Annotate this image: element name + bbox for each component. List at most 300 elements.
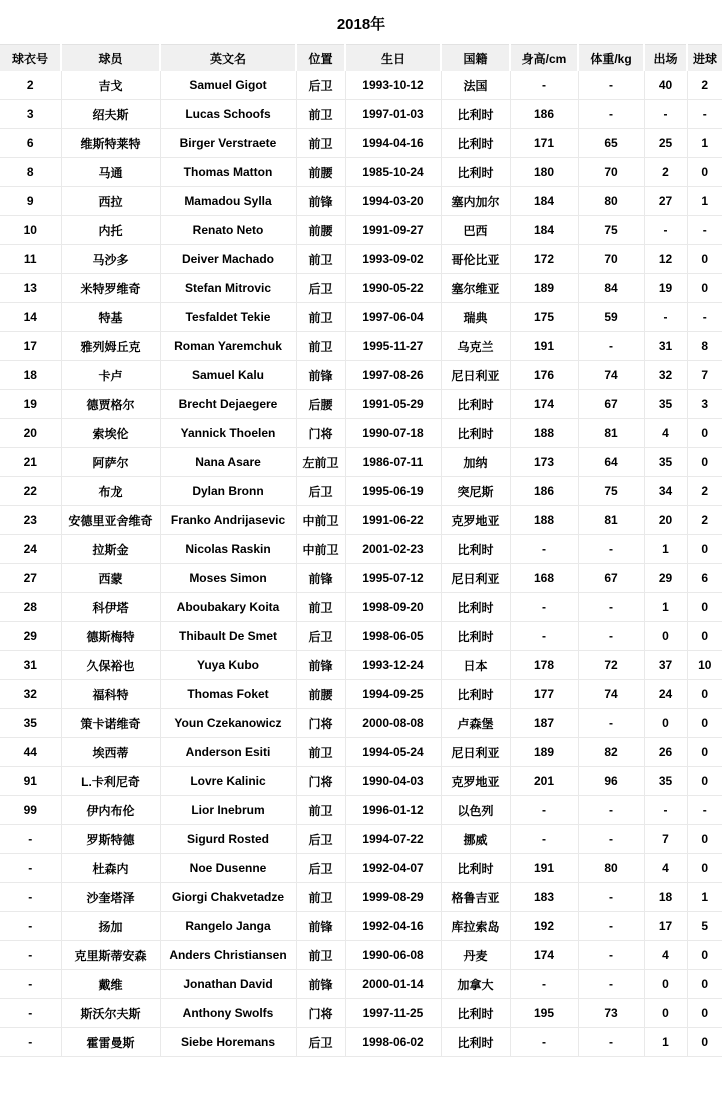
cell: 189: [510, 274, 578, 303]
cell: 比利时: [441, 390, 510, 419]
cell: 14: [0, 303, 61, 332]
cell: 特基: [61, 303, 160, 332]
cell: 0: [687, 825, 722, 854]
cell: 168: [510, 564, 578, 593]
cell: 175: [510, 303, 578, 332]
cell: 0: [687, 535, 722, 564]
cell: 70: [578, 245, 644, 274]
cell: 99: [0, 796, 61, 825]
column-header: 进球: [687, 45, 722, 72]
cell: Thibault De Smet: [160, 622, 296, 651]
cell: 加纳: [441, 448, 510, 477]
table-row: [0, 767, 722, 796]
cell: 6: [0, 129, 61, 158]
cell: 59: [578, 303, 644, 332]
cell: 塞尔维亚: [441, 274, 510, 303]
cell: 70: [578, 158, 644, 187]
cell: 巴西: [441, 216, 510, 245]
cell: 0: [687, 709, 722, 738]
cell: 0: [687, 622, 722, 651]
cell: 3: [0, 100, 61, 129]
cell: Jonathan David: [160, 970, 296, 999]
cell: Roman Yaremchuk: [160, 332, 296, 361]
cell: 75: [578, 216, 644, 245]
cell: 门将: [296, 999, 345, 1028]
cell: Giorgi Chakvetadze: [160, 883, 296, 912]
cell: 81: [578, 506, 644, 535]
column-header: 位置: [296, 45, 345, 72]
table-row: [0, 970, 722, 999]
cell: 1994-07-22: [345, 825, 441, 854]
cell: 22: [0, 477, 61, 506]
table-row: [0, 448, 722, 477]
table-row: [0, 419, 722, 448]
cell: 1994-09-25: [345, 680, 441, 709]
cell: 1: [687, 187, 722, 216]
cell: -: [0, 912, 61, 941]
cell: 174: [510, 390, 578, 419]
cell: 6: [687, 564, 722, 593]
cell: 32: [0, 680, 61, 709]
cell: 中前卫: [296, 535, 345, 564]
column-header: 体重/kg: [578, 45, 644, 72]
cell: 后卫: [296, 477, 345, 506]
cell: 0: [687, 767, 722, 796]
cell: Lucas Schoofs: [160, 100, 296, 129]
cell: 后卫: [296, 71, 345, 100]
table-row: [0, 216, 722, 245]
table-row: [0, 825, 722, 854]
table-row: [0, 158, 722, 187]
table-row: [0, 738, 722, 767]
cell: 布龙: [61, 477, 160, 506]
cell: 20: [0, 419, 61, 448]
cell: 前腰: [296, 216, 345, 245]
cell: 左前卫: [296, 448, 345, 477]
cell: 1994-03-20: [345, 187, 441, 216]
cell: 35: [644, 767, 687, 796]
cell: 188: [510, 419, 578, 448]
cell: 17: [644, 912, 687, 941]
cell: 178: [510, 651, 578, 680]
cell: 索埃伦: [61, 419, 160, 448]
table-row: [0, 245, 722, 274]
cell: 0: [644, 709, 687, 738]
cell: 180: [510, 158, 578, 187]
cell: 31: [644, 332, 687, 361]
cell: 1: [687, 883, 722, 912]
cell: 米特罗维奇: [61, 274, 160, 303]
cell: -: [0, 1028, 61, 1057]
cell: 门将: [296, 709, 345, 738]
table-row: [0, 593, 722, 622]
table-row: [0, 506, 722, 535]
cell: 前锋: [296, 187, 345, 216]
cell: 克罗地亚: [441, 506, 510, 535]
table-header-row: [0, 45, 722, 72]
column-header: 生日: [345, 45, 441, 72]
cell: 73: [578, 999, 644, 1028]
cell: -: [578, 593, 644, 622]
cell: 74: [578, 680, 644, 709]
cell: -: [644, 796, 687, 825]
cell: 0: [644, 622, 687, 651]
cell: 后卫: [296, 622, 345, 651]
cell: 187: [510, 709, 578, 738]
cell: 21: [0, 448, 61, 477]
cell: -: [578, 332, 644, 361]
cell: 72: [578, 651, 644, 680]
cell: 马沙多: [61, 245, 160, 274]
cell: 斯沃尔夫斯: [61, 999, 160, 1028]
table-body: [0, 71, 722, 1057]
table-row: [0, 477, 722, 506]
cell: 4: [644, 941, 687, 970]
cell: 比利时: [441, 593, 510, 622]
cell: 1997-11-25: [345, 999, 441, 1028]
cell: 174: [510, 941, 578, 970]
cell: 比利时: [441, 158, 510, 187]
cell: 后卫: [296, 274, 345, 303]
cell: 74: [578, 361, 644, 390]
column-header: 出场: [644, 45, 687, 72]
cell: 前腰: [296, 680, 345, 709]
cell: 24: [0, 535, 61, 564]
cell: 前锋: [296, 651, 345, 680]
cell: 0: [644, 970, 687, 999]
cell: 0: [687, 419, 722, 448]
cell: 前卫: [296, 941, 345, 970]
cell: Yuya Kubo: [160, 651, 296, 680]
cell: 67: [578, 390, 644, 419]
cell: 1993-09-02: [345, 245, 441, 274]
table-row: [0, 361, 722, 390]
cell: 35: [644, 448, 687, 477]
cell: 80: [578, 187, 644, 216]
cell: Birger Verstraete: [160, 129, 296, 158]
cell: 挪威: [441, 825, 510, 854]
cell: 37: [644, 651, 687, 680]
cell: 比利时: [441, 1028, 510, 1057]
cell: 75: [578, 477, 644, 506]
cell: Deiver Machado: [160, 245, 296, 274]
cell: 2: [644, 158, 687, 187]
cell: -: [578, 883, 644, 912]
cell: 尼日利亚: [441, 738, 510, 767]
cell: 罗斯特德: [61, 825, 160, 854]
cell: 1998-06-05: [345, 622, 441, 651]
cell: 德贾格尔: [61, 390, 160, 419]
cell: 0: [687, 680, 722, 709]
cell: 1997-08-26: [345, 361, 441, 390]
cell: -: [578, 1028, 644, 1057]
cell: Nana Asare: [160, 448, 296, 477]
cell: 67: [578, 564, 644, 593]
cell: Mamadou Sylla: [160, 187, 296, 216]
cell: 戴维: [61, 970, 160, 999]
cell: 前腰: [296, 158, 345, 187]
cell: -: [687, 216, 722, 245]
cell: -: [0, 941, 61, 970]
cell: 前卫: [296, 129, 345, 158]
cell: 埃西蒂: [61, 738, 160, 767]
cell: Lovre Kalinic: [160, 767, 296, 796]
cell: 201: [510, 767, 578, 796]
cell: 前卫: [296, 738, 345, 767]
cell: 0: [687, 158, 722, 187]
cell: 18: [644, 883, 687, 912]
cell: 福科特: [61, 680, 160, 709]
cell: 西蒙: [61, 564, 160, 593]
cell: 4: [644, 854, 687, 883]
cell: 31: [0, 651, 61, 680]
cell: Yannick Thoelen: [160, 419, 296, 448]
cell: 前卫: [296, 245, 345, 274]
cell: 卡卢: [61, 361, 160, 390]
table-row: [0, 999, 722, 1028]
cell: -: [510, 1028, 578, 1057]
cell: Anders Christiansen: [160, 941, 296, 970]
cell: 195: [510, 999, 578, 1028]
cell: 1992-04-07: [345, 854, 441, 883]
cell: 德斯梅特: [61, 622, 160, 651]
cell: 26: [644, 738, 687, 767]
cell: -: [644, 216, 687, 245]
cell: Samuel Gigot: [160, 71, 296, 100]
cell: -: [510, 535, 578, 564]
table-row: [0, 912, 722, 941]
column-header: 英文名: [160, 45, 296, 72]
cell: 尼日利亚: [441, 361, 510, 390]
cell: 8: [0, 158, 61, 187]
cell: -: [510, 71, 578, 100]
cell: 25: [644, 129, 687, 158]
cell: Rangelo Janga: [160, 912, 296, 941]
cell: 久保裕也: [61, 651, 160, 680]
cell: 186: [510, 477, 578, 506]
cell: 前卫: [296, 796, 345, 825]
cell: 171: [510, 129, 578, 158]
cell: -: [578, 71, 644, 100]
table-row: [0, 303, 722, 332]
cell: 前卫: [296, 593, 345, 622]
cell: 23: [0, 506, 61, 535]
cell: -: [578, 970, 644, 999]
cell: 比利时: [441, 622, 510, 651]
cell: 80: [578, 854, 644, 883]
cell: -: [644, 303, 687, 332]
cell: 库拉索岛: [441, 912, 510, 941]
roster-table: [0, 44, 722, 1057]
cell: 10: [687, 651, 722, 680]
cell: 前卫: [296, 100, 345, 129]
cell: 173: [510, 448, 578, 477]
cell: -: [510, 970, 578, 999]
cell: 189: [510, 738, 578, 767]
cell: 马通: [61, 158, 160, 187]
table-row: [0, 622, 722, 651]
cell: 65: [578, 129, 644, 158]
cell: 0: [687, 738, 722, 767]
cell: 加拿大: [441, 970, 510, 999]
cell: 0: [687, 999, 722, 1028]
cell: 176: [510, 361, 578, 390]
cell: 丹麦: [441, 941, 510, 970]
cell: 扬加: [61, 912, 160, 941]
cell: 中前卫: [296, 506, 345, 535]
cell: Youn Czekanowicz: [160, 709, 296, 738]
cell: 1995-06-19: [345, 477, 441, 506]
cell: Stefan Mitrovic: [160, 274, 296, 303]
table-row: [0, 390, 722, 419]
cell: 1992-04-16: [345, 912, 441, 941]
cell: 1990-05-22: [345, 274, 441, 303]
cell: 1991-06-22: [345, 506, 441, 535]
cell: Dylan Bronn: [160, 477, 296, 506]
table-row: [0, 129, 722, 158]
cell: 吉戈: [61, 71, 160, 100]
cell: -: [578, 941, 644, 970]
cell: -: [0, 854, 61, 883]
cell: -: [578, 709, 644, 738]
cell: -: [687, 303, 722, 332]
cell: 前锋: [296, 912, 345, 941]
cell: 1996-01-12: [345, 796, 441, 825]
table-row: [0, 564, 722, 593]
cell: 17: [0, 332, 61, 361]
cell: L.卡利尼奇: [61, 767, 160, 796]
cell: Nicolas Raskin: [160, 535, 296, 564]
table-row: [0, 709, 722, 738]
cell: -: [510, 825, 578, 854]
cell: 1: [644, 535, 687, 564]
cell: 20: [644, 506, 687, 535]
cell: 安德里亚舍维奇: [61, 506, 160, 535]
cell: 前卫: [296, 883, 345, 912]
column-header: 国籍: [441, 45, 510, 72]
cell: Samuel Kalu: [160, 361, 296, 390]
column-header: 球衣号: [0, 45, 61, 72]
cell: 27: [644, 187, 687, 216]
cell: Lior Inebrum: [160, 796, 296, 825]
cell: 霍雷曼斯: [61, 1028, 160, 1057]
cell: 1997-01-03: [345, 100, 441, 129]
cell: 后卫: [296, 1028, 345, 1057]
cell: 177: [510, 680, 578, 709]
cell: 2000-08-08: [345, 709, 441, 738]
cell: 克罗地亚: [441, 767, 510, 796]
cell: 门将: [296, 767, 345, 796]
cell: 2: [687, 477, 722, 506]
cell: -: [578, 535, 644, 564]
cell: 前锋: [296, 970, 345, 999]
cell: 34: [644, 477, 687, 506]
cell: 183: [510, 883, 578, 912]
cell: 乌克兰: [441, 332, 510, 361]
cell: Siebe Horemans: [160, 1028, 296, 1057]
cell: 后腰: [296, 390, 345, 419]
cell: Tesfaldet Tekie: [160, 303, 296, 332]
cell: 伊内布伦: [61, 796, 160, 825]
cell: 突尼斯: [441, 477, 510, 506]
cell: 19: [0, 390, 61, 419]
cell: -: [687, 796, 722, 825]
table-row: [0, 854, 722, 883]
cell: 188: [510, 506, 578, 535]
cell: 0: [687, 448, 722, 477]
cell: Moses Simon: [160, 564, 296, 593]
cell: 卢森堡: [441, 709, 510, 738]
cell: 0: [644, 999, 687, 1028]
cell: 比利时: [441, 419, 510, 448]
cell: 塞内加尔: [441, 187, 510, 216]
cell: 4: [644, 419, 687, 448]
cell: 2: [687, 506, 722, 535]
cell: 1: [644, 593, 687, 622]
cell: 29: [644, 564, 687, 593]
cell: 0: [687, 245, 722, 274]
cell: 1993-12-24: [345, 651, 441, 680]
cell: 比利时: [441, 854, 510, 883]
column-header: 球员: [61, 45, 160, 72]
cell: 1: [687, 129, 722, 158]
cell: 比利时: [441, 535, 510, 564]
cell: 19: [644, 274, 687, 303]
cell: 尼日利亚: [441, 564, 510, 593]
cell: 184: [510, 187, 578, 216]
cell: 门将: [296, 419, 345, 448]
page-title: 2018年: [336, 16, 386, 33]
cell: 1986-07-11: [345, 448, 441, 477]
cell: -: [0, 883, 61, 912]
cell: -: [0, 825, 61, 854]
cell: 1: [644, 1028, 687, 1057]
cell: 0: [687, 970, 722, 999]
cell: 内托: [61, 216, 160, 245]
table-row: [0, 187, 722, 216]
cell: 13: [0, 274, 61, 303]
cell: Anderson Esiti: [160, 738, 296, 767]
cell: 1997-06-04: [345, 303, 441, 332]
cell: 2001-02-23: [345, 535, 441, 564]
cell: 0: [687, 593, 722, 622]
table-row: [0, 680, 722, 709]
cell: 91: [0, 767, 61, 796]
cell: 比利时: [441, 129, 510, 158]
cell: 前锋: [296, 564, 345, 593]
cell: Noe Dusenne: [160, 854, 296, 883]
cell: 后卫: [296, 854, 345, 883]
cell: 1998-06-02: [345, 1028, 441, 1057]
cell: 1990-07-18: [345, 419, 441, 448]
cell: 1998-09-20: [345, 593, 441, 622]
cell: Sigurd Rosted: [160, 825, 296, 854]
cell: 191: [510, 854, 578, 883]
cell: 84: [578, 274, 644, 303]
cell: 7: [687, 361, 722, 390]
cell: 1999-08-29: [345, 883, 441, 912]
cell: 1993-10-12: [345, 71, 441, 100]
table-header: [0, 45, 722, 72]
cell: 前锋: [296, 361, 345, 390]
cell: -: [687, 100, 722, 129]
cell: 杜森内: [61, 854, 160, 883]
cell: 0: [687, 941, 722, 970]
cell: 28: [0, 593, 61, 622]
cell: 9: [0, 187, 61, 216]
cell: 绍夫斯: [61, 100, 160, 129]
table-row: [0, 100, 722, 129]
